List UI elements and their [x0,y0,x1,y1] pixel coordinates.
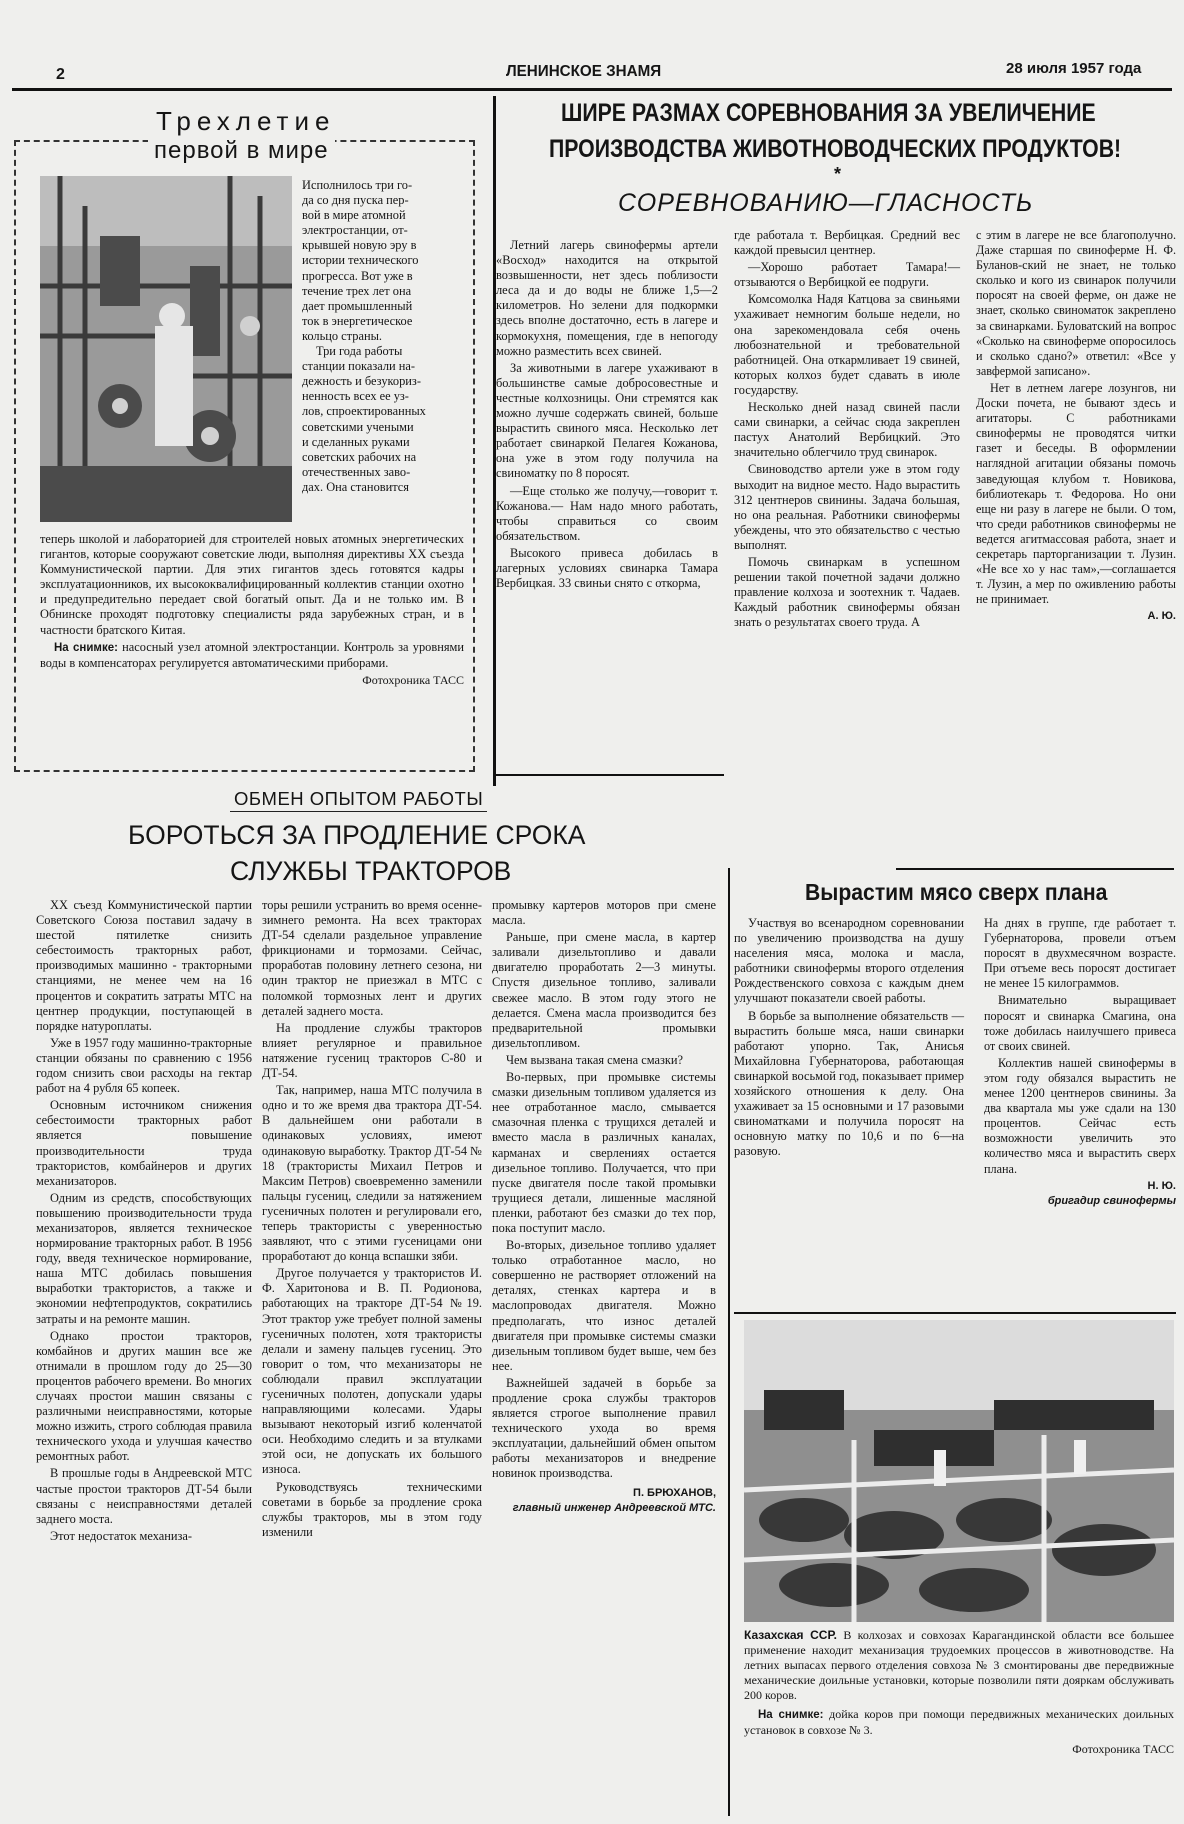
atom-line: советскими учеными [302,419,414,434]
livestock-paragraph: где работала т. Вербицкая. Средний вес каждой превысил центнер. [734,228,960,258]
atom-line: крывшей новую эру в [302,238,417,253]
atom-caption-text: насосный узел атомной электростанции. Контроль за уровнями воды в компенсаторах регулируется автоматическими приборами. [40,639,464,670]
page-number: 2 [56,66,65,83]
atom-line: советских рабочих на [302,449,417,464]
meat-paragraph: Внимательно выращивает поросят и свинарка Смагина, она тоже добилась наилучшего привеса от своих свиней. [984,993,1176,1053]
atom-line: станции показали на- [302,359,416,374]
atom-line: кольцо страны. [302,328,382,343]
livestock-paragraph: Помочь свинаркам в успешном решении такой почетной задачи должно правление колхоза и зоотехник т. Чадаев. Каждый работник свинофермы обязан знать о результатах своего труда. А [734,554,960,630]
tractor-paragraph: Уже в 1957 году машинно-тракторные станции обязаны по сравнению с 1956 годом снизить свои расходы на гектар работ на 4 рубля 65 копеек. [36,1035,252,1096]
livestock-asterisk: * [834,164,842,184]
kazakh-caption-lead: Казахская ССР. [744,1628,838,1642]
tractor-paragraph: Раньше, при смене масла, в картер заливали дизельтопливо и давали двигателю проработать 2—3 минуты. Спустя дизельное топливо, заливали свежее масло. В этом году этого не делается. Смена масла производится без предварительной промывки дизельтопливом. [492,930,716,1050]
atom-station-photo [40,176,292,522]
atom-caption-label: На снимке: [54,641,118,654]
separator-right-column [728,868,730,1816]
kazakh-photo-label: На снимке: [758,1709,824,1721]
meat-signature-role: бригадир свинофермы [1047,1194,1176,1207]
atom-title-line1: Трехлетие [150,106,341,137]
tractor-paragraph: Во-первых, при промывке системы смазки дизельным топливом удаляется из нее отработанное масло, смывается смазочная пленка с трущихся деталей и вместо масла в различных каналах, карманах и сверлениях остается дизельное топливо. Получается, что при пуске двигателя после такой промывки трущиеся детали, лишенные масляной пленки, работают без смазки до тех пор, пока поступит масло. [492,1070,716,1235]
tractor-paragraph: В прошлые годы в Андреевской МТС частые простои тракторов ДТ-54 были связаны с неисправностями деталей заднего моста. [36,1466,252,1526]
atom-line: электростанции, от- [302,223,408,238]
tractor-paragraph: XX съезд Коммунистической партии Советского Союза поставил задачу в шестой пятилетке снизить себестоимость тракторных работ, производимых машинно - тракторными станциями, не менее чем на 16 процентов и сократить затраты МТС на центнер продукции, поступающей в порядке натуроплаты. [36,898,252,1033]
livestock-paragraph: с этим в лагере не все благополучно. Даже старшая по свиноферме Н. Ф. Буланов-ский не знает, не только сколько и кого из свинарок получили поросят на своей ферме, он даже не знает, сколько свиноматок закреплено за свинарками. Буловатский на вопрос «Сколько на свиноферме опоросилось и сколько сдано?» ответил: «Все у завфермой записано». [976,228,1176,378]
newspaper-name: ЛЕНИНСКОЕ ЗНАМЯ [506,63,662,80]
tractor-rubric: ОБМЕН ОПЫТОМ РАБОТЫ [230,788,487,812]
meat-signature-name: Н. Ю. [1147,1179,1176,1192]
tractor-headline-line2: СЛУЖБЫ ТРАКТОРОВ [230,856,512,886]
atom-line: дежность и безукориз- [302,374,421,389]
tractor-paragraph: Так, например, наша МТС получила в одно и то же время два трактора ДТ-54. В дальнейшем они работали в одинаковых условиях, имеют одинаковую выработку. Трактор ДТ-54 № 18 (трактористы Михаил Петров и Максим Петров) своевременно заменили пальцы гусениц, следили за натяжением гусеничных полотен и регулировали его, теперь трактористы с уверенностью заявляют, что с этими гусеницами они проработают до конца вспашки зяби. [262,1083,482,1264]
kazakh-caption-text: В колхозах и совхозах Карагандинской области все большее применение находит механизация трудоемких процессов в животноводстве. На летних выпасах первого отделения совхоза № 3 смонтированы две передвижные механические доильные установки, которые позволили пяти дояркам обслуживать 200 коров. [744,1628,1175,1702]
tractor-paragraph: Основным источником снижения себестоимости тракторных работ является повышение производительности труда трактористов, комбайнеров и других механизаторов. [36,1098,252,1188]
tractor-col-1 [36,898,252,1546]
livestock-col-1 [496,238,718,593]
livestock-paragraph: Комсомолка Надя Катцова за свиньями ухаживает немногим больше недели, но она зарекомендовала себя очень любознательной и требовательной работницей. Она откармливает 19 свиней, которых колхоз будет сдавать в июле государству. [734,292,960,397]
atom-line: лов, спроектированных [302,404,426,419]
tractor-paragraph: промывку картеров моторов при смене масла. [492,898,716,928]
kazakh-photo-text: дойка коров при помощи передвижных механических доильных установок в совхозе № 3. [744,1707,1175,1737]
meat-bottom-rule [734,1312,1176,1314]
tractor-headline-line1: БОРОТЬСЯ ЗА ПРОДЛЕНИЕ СРОКА [128,820,586,850]
milking-photo [744,1320,1174,1622]
tractor-paragraph: Другое получается у трактористов И. Ф. Харитонова и В. П. Родионова, работающих на тракторе ДТ-54 №19. Этот трактор уже требует полной замены гусеничных полотен, хотя трактористы делали и замену пальцев гусениц. Это говорит о том, что механизаторы не соблюдали правил эксплуатации гусеничных полотен, допускали удары направляющими колесами. Удары вызывают некоторый изгиб коленчатой оси. Необходимо следить и за втулками этой оси, не допускать их большого износа. [262,1266,482,1477]
kazakh-photo-note [744,1707,1174,1738]
separator-right [896,868,1174,870]
atom-line: отечественных заво- [302,464,411,479]
atom-caption [40,640,464,671]
atom-line: прогресса. Вот уже в [302,268,413,283]
meat-col-1 [734,916,964,1162]
livestock-col-3 [976,228,1176,624]
livestock-paragraph: Высокого привеса добилась в лагерных условиях свинарка Тамара Вербицкая. 33 свиньи снято с откорма, [496,545,718,591]
atom-line: и сделанных руками [302,434,410,449]
separator-mid [496,774,724,776]
tractor-paragraph: торы решили устранить во время осенне-зимнего ремонта. На всех тракторах ДТ-54 сделали раздельное управление фрикционами и тормозами. Сейчас, проработав половину летнего сезона, ни один трактор не приезжал в МТС с поломкой тормозных лент и других деталей заднего моста. [262,898,482,1018]
livestock-headline-line1: ШИРЕ РАЗМАХ СОРЕВНОВАНИЯ ЗА УВЕЛИЧЕНИЕ [561,99,1096,127]
meat-title: Вырастим мясо сверх плана [805,879,1108,905]
atom-line: дает промышленный [302,298,413,313]
livestock-signature: А. Ю. [1147,610,1176,623]
meat-paragraph: Участвуя во всенародном соревновании по увеличению производства на душу населения мяса, молока и масла, работники свинофермы второго отделения Рождественского совхоза с каждым днем улучшают показатели своей работы. [734,916,964,1006]
atom-line: ток в энергетическое [302,313,413,328]
tractor-col-2 [262,898,482,1542]
tractor-paragraph: Руководствуясь техническими советами в борьбе за продление срока службы тракторов, мы в этом году изменили [262,1479,482,1539]
atom-line: Три года работы [316,344,403,359]
livestock-headline-line2: ПРОИЗВОДСТВА ЖИВОТНОВОДЧЕСКИХ ПРОДУКТОВ! [549,135,1122,163]
tractor-paragraph: Чем вызвана такая смена смазки? [506,1052,684,1067]
atom-line: дах. Она становится [302,479,410,494]
atom-line: Исполнилось три го- [302,178,413,192]
atom-line: течение трех лет она [302,283,412,298]
livestock-paragraph: —Хорошо работает Тамара!—отзываются о Вербицкой ее подруги. [734,260,960,290]
tractor-paragraph: Важнейшей задачей в борьбе за продление срока службы тракторов является строгое выполнение правил технического ухода во время эксплуатации, дальнейший обмен опытом работы механизаторов и внедрение новинок производства. [492,1375,716,1481]
tractor-paragraph: Во-вторых, дизельное топливо удаляет только отработанное масло, но совершенно не растворяет отложений на деталях, стенках картера и в маслопроводах двигателя. Можно предполагать, что износ деталей двигателя при промывке системы смазки дизельным топливом будет выше, чем без нее. [492,1238,716,1373]
tractor-signature-role: главный инженер Андреевской МТС. [512,1501,716,1514]
livestock-subtitle: СОРЕВНОВАНИЮ—ГЛАСНОСТЬ [618,189,1034,217]
atom-body-rest [40,532,464,688]
meat-paragraph: В борьбе за выполнение обязательств — вырастить больше мяса, наши свинарки работают упорно. Так, Анисья Михайловна Губернаторова, работающая свинаркой восьмой год, показывает пример хозяйского отношения к делу. Она ухаживает за 15 основными и 17 разовыми свиноматками и получила поросят на основную матку по 10,6 и по 6—на разовую. [734,1008,964,1159]
tractor-paragraph: Одним из средств, способствующих повышению производительности труда механизаторов, является техническое нормирование тракторных работ. В 1956 году, введя техническое нормирование, наша МТС добилась повышения выработки трактористов, а также и экономии нефтепродуктов, сократились затраты и на ремонте машин. [36,1190,252,1326]
atom-paragraph: теперь школой и лабораторией для строителей новых атомных энергетических гигантов, которые сооружают советские люди, выполняя директивы XX съезда Коммунистической партии. Для этих гигантов здесь готовятся кадры эксплуатационников, их высококвалифицированный коллектив станции охотно и предупредительно передает свой богатый опыт. Да и не только им. В Обнинске проходят подготовку специалисты ряда зарубежных стран, и в частности братского Китая. [40,532,464,637]
atom-line: вой в мире атомной [302,208,406,223]
tractor-signature-name: П. БРЮХАНОВ, [633,1486,716,1499]
issue-date: 28 июля 1957 года [1006,60,1142,77]
livestock-col-2 [734,228,960,632]
atom-title-line2: первой в мире [148,137,335,165]
atom-line: истории технического [302,253,419,268]
meat-col-2 [984,916,1176,1209]
header-rule [12,88,1172,91]
livestock-paragraph: За животными в лагере ухаживают в большинстве самые добросовестные и честные колхозницы. Они стремятся как можно лучше содержать свиней, больше вырастить свиного мяса. Несколько лет работает свинаркой Пелагея Кожанова, она уже в этом году получила на свиноматку по 8 поросят. [496,360,718,481]
meat-paragraph: Коллектив нашей свинофермы в этом году обязался вырастить не менее 1200 центнеров свинины. За два квартала мы уже сдали на 130 процентов. Сейчас есть возможности увеличить это количество мяса и вырастить сверх плана. [984,1055,1176,1176]
meat-paragraph: На днях в группе, где работает т. Губернаторова, провели отъем поросят в двухмесячном возрасте. При отъеме весь поросят достигает не менее 15 килограммов. [984,916,1176,991]
tractor-paragraph: На продление службы тракторов влияет регулярное и правильное натяжение гусениц тракторов С-80 и ДТ-54. [262,1020,482,1081]
atom-credit: Фотохроника ТАСС [362,672,464,687]
atom-line: да со дня пуска пер- [302,193,409,208]
kazakh-credit: Фотохроника ТАСС [1072,1742,1174,1756]
kazakh-caption [744,1628,1174,1757]
livestock-paragraph: Нет в летнем лагере лозунгов, ни Доски почета, не бывают здесь и агитаторы. С работниками свинофермы не проводятся читки газет и беседы. В оформлении наглядной агитации обязаны помочь заведующая клубом т. Новикова, библиотекарь т. Федорова. Но они еще ни разу в лагере не были. О том, что среди работников свинофермы не ведется агитмассовая работа, знает и секретарь парторганизации т. Лузин. «Не все хо у нас там»,—соглашается т. Лузин, а мер по оживлению работы не принимает. [976,380,1176,607]
livestock-paragraph: Несколько дней назад свиней пасли сами свинарки, а сейчас сюда закреплен пастух Анатолий Вербицкий. Это значительно облегчило труд свинарок. [734,400,960,460]
livestock-paragraph: —Еще столько же получу,—говорит т. Кожанова.— Нам надо много работать, чтобы справиться со своим обязательством. [496,483,718,543]
livestock-paragraph: Летний лагерь свинофермы артели «Восход» находится на открытой возвышенности, нет здесь поблизости леса да и до воды не ближе 1,5—2 километров. Но зелени для подкормки здесь вполне достаточно, есть в лагере и кормокухня, помещения, где в непогоду можно разместить всех свиней. [496,238,718,358]
tractor-paragraph: Однако простои тракторов, комбайнов и других машин все же отнимали в прошлом году до 25—30 процентов рабочего времени. Во многих случаях простои машин связаны с различными неисправностями, которые можно изжить, строго соблюдая правила технического ухода и улучшая качество ремонтных работ. [36,1328,252,1464]
tractor-paragraph: Этот недостаток механиза- [50,1528,193,1543]
tractor-col-3 [492,898,716,1516]
atom-float-text [302,178,464,495]
livestock-paragraph: Свиноводство артели уже в этом году выходит на видное место. Надо вырастить 312 центнеров свинины. Задача большая, но она реальная. Работники свинофермы убеждены, что это обязательство с честью выполнят. [734,462,960,552]
atom-line: ненность всех ее уз- [302,389,409,404]
